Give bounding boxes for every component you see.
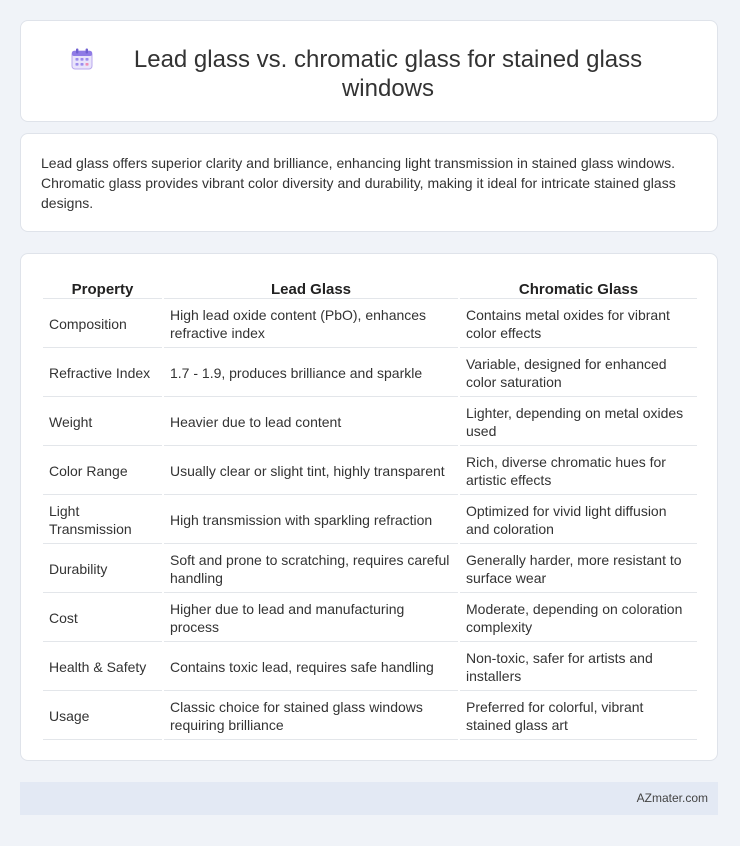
property-cell: Weight: [43, 399, 162, 446]
chromatic-glass-cell: Rich, diverse chromatic hues for artistic effects: [460, 448, 697, 495]
property-cell: Durability: [43, 546, 162, 593]
chromatic-glass-cell: Lighter, depending on metal oxides used: [460, 399, 697, 446]
chromatic-glass-cell: Non-toxic, safer for artists and installers: [460, 644, 697, 691]
comparison-table: [41, 274, 699, 742]
property-cell: Refractive Index: [43, 350, 162, 397]
chromatic-glass-cell: Optimized for vivid light diffusion and coloration: [460, 497, 697, 544]
property-cell: Cost: [43, 595, 162, 642]
calendar-icon: [70, 47, 94, 71]
property-cell: Light Transmission: [43, 497, 162, 544]
property-cell: Color Range: [43, 448, 162, 495]
table-row: [43, 546, 697, 593]
property-cell: Composition: [43, 301, 162, 348]
table-row: [43, 693, 697, 740]
title-wrap: [21, 45, 717, 103]
lead-glass-cell: Soft and prone to scratching, requires careful handling: [164, 546, 458, 593]
table-row: [43, 301, 697, 348]
header-property: Property: [43, 276, 162, 299]
chromatic-glass-cell: Variable, designed for enhanced color saturation: [460, 350, 697, 397]
table-row: [43, 595, 697, 642]
chromatic-glass-cell: Contains metal oxides for vibrant color effects: [460, 301, 697, 348]
table-row: [43, 350, 697, 397]
header-chromatic-glass: Chromatic Glass: [460, 276, 697, 299]
title-card: [20, 20, 718, 122]
table-row: [43, 399, 697, 446]
page-title: Lead glass vs. chromatic glass for stained glass windows: [133, 46, 643, 102]
lead-glass-cell: High transmission with sparkling refraction: [164, 497, 458, 544]
chromatic-glass-cell: Preferred for colorful, vibrant stained glass art: [460, 693, 697, 740]
comparison-card: [20, 253, 718, 761]
header-lead-glass: Lead Glass: [164, 276, 458, 299]
table-row: [43, 497, 697, 544]
property-cell: Usage: [43, 693, 162, 740]
table-row: [43, 644, 697, 691]
chromatic-glass-cell: Moderate, depending on coloration complexity: [460, 595, 697, 642]
summary-text: Lead glass offers superior clarity and brilliance, enhancing light transmission in stained glass windows. Chromatic glass provides vibrant color diversity and durability, making it ideal for intricate stained glass designs.: [41, 155, 676, 211]
lead-glass-cell: Contains toxic lead, requires safe handling: [164, 644, 458, 691]
footer-brand[interactable]: AZmater.com: [636, 791, 708, 805]
lead-glass-cell: Higher due to lead and manufacturing process: [164, 595, 458, 642]
lead-glass-cell: 1.7 - 1.9, produces brilliance and sparkle: [164, 350, 458, 397]
footer-bar: [20, 782, 718, 815]
table-header-row: [43, 276, 697, 299]
lead-glass-cell: Heavier due to lead content: [164, 399, 458, 446]
lead-glass-cell: Classic choice for stained glass windows requiring brilliance: [164, 693, 458, 740]
property-cell: Health & Safety: [43, 644, 162, 691]
table-row: [43, 448, 697, 495]
lead-glass-cell: High lead oxide content (PbO), enhances refractive index: [164, 301, 458, 348]
summary-card: [20, 133, 718, 232]
lead-glass-cell: Usually clear or slight tint, highly transparent: [164, 448, 458, 495]
chromatic-glass-cell: Generally harder, more resistant to surface wear: [460, 546, 697, 593]
